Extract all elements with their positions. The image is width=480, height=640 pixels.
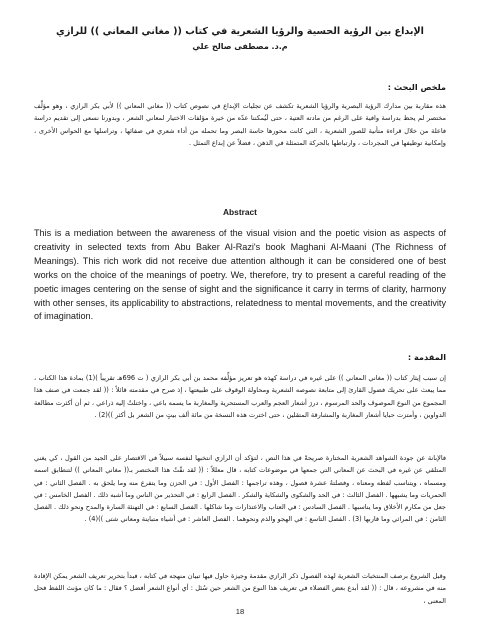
intro-paragraph-2: فالإبانة عن جودة الشواهد الشعرية المختارة صريحةً في هذا النص ، لتؤكد أن الرازي انتخبها لنفسه سبيلاً في الاقتصار على الجيد من القول ، كي يغني المتلقي عن غيره في البحث عن المعاني التي جمعها في موضوعات كتابه ، قال معللاً : (( لقد نقّتُ هذا المختصر بـ(( مغاني المعاني )) لتنطابق اسمه ومسماه ، ويتناسب لفظه ومعناه ، وفصلتهُ عشرة فصول ، وهذه تراجمها : الفصل الأول : في الحزن وما يتفرع منه وما يلحق به . الفصل الثاني : في الحمريات وما يشبهها . الفصل الثالث : في الحد والشكوى والشكاية والشكر . الفصل الرابع : في التحذير من الناس وما أشبه ذلك . الفصل الخامس : في جعل من مكارم الأخلاق وما يناسبها . الفصل السادس : في العتاب والاعتذارات وما شاكلها . الفصل السابع : في التهنئة السارة والمدح ونحو ذلك . الفصل الثامن : في المراثي وما قاربها (3) . الفصل التاسع : في الهجو والذم ونحوهما . الفصل العاشر : في أشياء متباينة ومعاني شتى ))(4) .: [34, 454, 446, 524]
arabic-abstract-text: هذه مقاربة بين مدارك الرؤية البصرية والرؤيا الشعرية تكشف عن تجليات الإبداع في نصوص كتاب (( مغاني المعاني )) لأبي بكر الرازي ، وهو مؤلَّف مختصر لم يحظ بدراسة وافية على الرغم من مادته العتية ، حتى لَيُمكننا عدّه من خيرة مؤلفات الاختيار لمعاني الشعر ، وبدورنا نسعى إلى تقديم دراسة فاعلة من خلال قراءة متأنية للصور الشعرية ، التي كانت محورها حاسة البصر وما تحمله من أداء شعري في صفائها ، وتراسلها مع الحواس الأخرى ، وإمكانية توظيفها في المجردات ، وارتباطها بالحركة المتمثلة في الذهن ، فضلاً عن إبداع التمثل .: [34, 102, 446, 147]
english-abstract-heading: Abstract: [223, 207, 257, 217]
document-page: [34, 26, 446, 616]
page-number: 18: [235, 607, 245, 616]
arabic-abstract-heading: ملخص البحث :: [387, 82, 446, 92]
intro-paragraph-1: إن سبب إيثار كتاب (( مغاني المعاني )) على غيره في دراسة كهذه هو تعريز مؤلِّفه محمد بن أبي بكر الرازي ( ت 696هـ تقريباً )(1) بمادة هذا الكتاب ، مما يبعث على تحريك فضول القارئ إلى متابعة نصوصه الشعرية ومحاولة الوقوف على طبيعتها ، إذ صرح في مقدمته قائلاً : (( لقد جمعت في صنف هذا المجموع من النوع الموصوف والحد المرسوم ، دررَ أشعار العجم والعرب المستحرية والمغاربة ما يسمه باعي ، واختلتُ إليه ذراعي ، ثم أن أكثرت مطالعة الدواوين ، وأمتزت حبايا أشعار المغاربة والمشارقة المتقلين ، حتى اخترت هذه النسخة من مائة ألف بيتٍ من الشعر بل أكثر ))(2) .: [34, 374, 447, 419]
paper-title: الإبداع بين الرؤية الحسية والرؤيا الشعرية في كتاب (( مغاني المعاني )) للرازي: [56, 26, 424, 37]
introduction-heading: المقدمة :: [407, 352, 446, 362]
intro-paragraph-3: وقبل الشروع برصف المنتخبات الشعرية لهذه الفصول ذكر الرازي مقدمة وجيزة حاول فيها تبيان منهجه في كتابه ، فبدأ بتحرير تعريف الشعر يمكن الإفادة منه في مشروعه ، قال : (( لقد أبدع بعض الفضلاء في تعريف هذا النوع من الشعر حين سُئل : أي أنواع الشعر أفضل ؟ فقال : ما كان مؤنث اللفظ فحل المعنى ،: [34, 572, 446, 605]
english-abstract-text: This is a mediation between the awareness of the visual vision and the poetic vision as aspects of creativity in selected texts from Abu Baker Al-Razi's book Maghani Al-Maani (The Richness of Meanings). This rich work did not receive due attention although it can be considered one of best works on the choice of the meanings of poetry. We, therefore, try to present a careful reading of the poetic images centering on the sense of sight and the significance it carry in terms of clarity, harmony with other senses, its applicability to abstractions, relatedness to mental movements, and the creativity of imagination.: [34, 228, 446, 322]
author-name: م.د. مصطفى صالح علي: [192, 42, 288, 51]
